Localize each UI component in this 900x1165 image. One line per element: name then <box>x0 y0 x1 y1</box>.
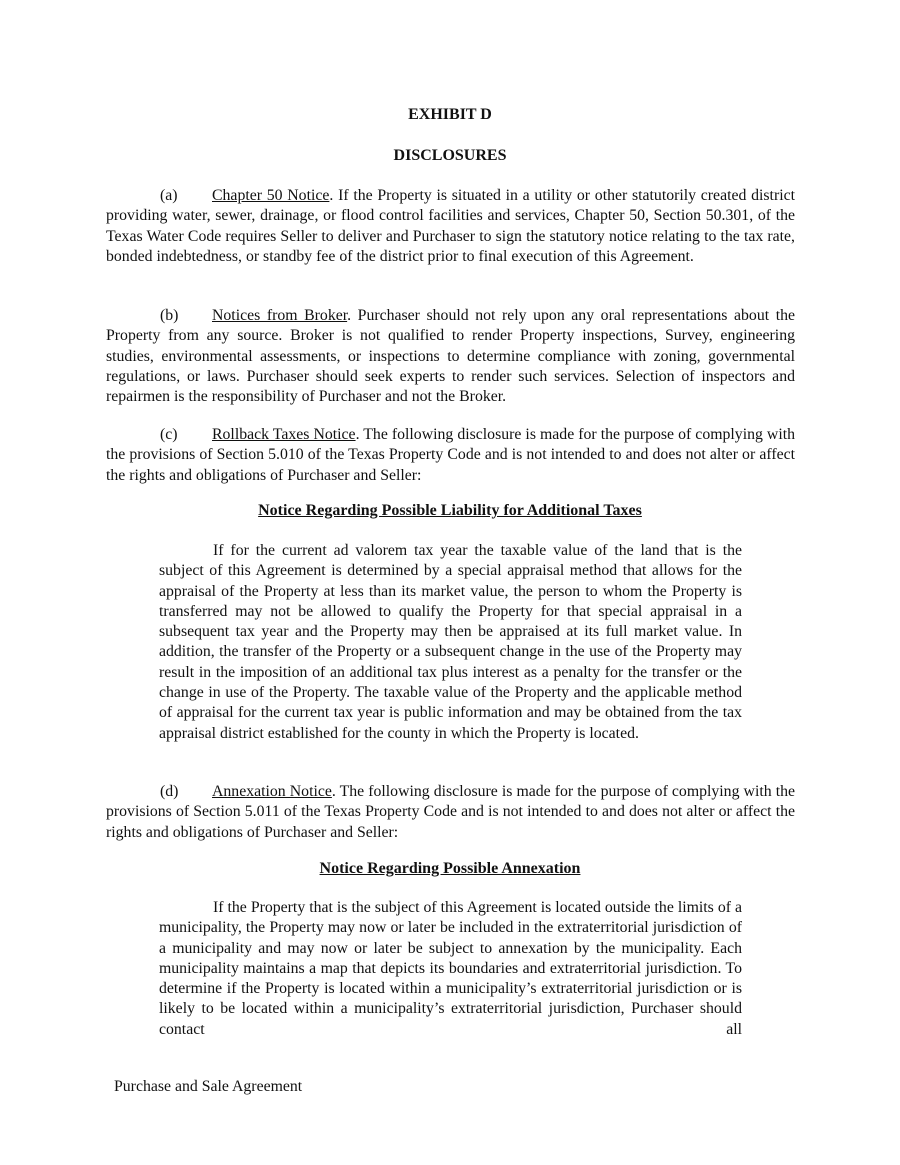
paragraph-d-label: (d) <box>160 783 179 800</box>
annexation-notice-heading: Notice Regarding Possible Annexation <box>319 860 581 877</box>
paragraph-a-label: (a) <box>160 187 178 204</box>
additional-taxes-notice-heading: Notice Regarding Possible Liability for Additional Taxes <box>258 502 642 519</box>
paragraph-c-text: . The following disclosure is made for the purpose of complying with the provisions of Section 5.010 of the Texas Property Code and is not intended to and does not alter or affect the rights and obligations of Purchaser and Seller: <box>106 426 796 484</box>
paragraph-a-heading: Chapter 50 Notice <box>212 187 330 204</box>
section-title: DISCLOSURES <box>393 147 507 164</box>
paragraph-d-text: . The following disclosure is made for the purpose of complying with the provisions of Section 5.011 of the Texas Property Code and is not intended to and does not alter or affect the rights and obligations of Purchaser and Seller: <box>106 783 795 841</box>
exhibit-title: EXHIBIT D <box>408 106 492 123</box>
paragraph-d-heading: Annexation Notice <box>212 783 332 800</box>
paragraph-c-heading: Rollback Taxes Notice <box>212 426 356 443</box>
paragraph-b <box>106 306 795 407</box>
paragraph-d <box>106 782 795 843</box>
page-footer: Purchase and Sale Agreement <box>114 1078 303 1095</box>
paragraph-b-text: . Purchaser should not rely upon any oral representations about the Property from any source. Broker is not qualified to render Property inspections, Survey, engineering studies, environmental assessments, or inspections to determine compliance with zoning, governmental regulations, or laws. Purchaser should seek experts to render such services. Selection of inspectors and repairmen is the responsibility of Purchaser and not the Broker. <box>106 307 795 406</box>
annexation-notice-text: If the Property that is the subject of this Agreement is located outside the limits of a municipality, the Property may now or later be included in the extraterritorial jurisdiction of a municipality and may now or later be subject to annexation by the municipality. Each municipality maintains a map that depicts its boundaries and extraterritorial jurisdiction. To determine if the Property is located within a municipality’s extraterritorial jurisdiction or is likely to be located within a municipality’s extraterritorial jurisdiction, Purchaser should contact all <box>159 899 742 1038</box>
paragraph-a <box>106 186 795 267</box>
paragraph-a-text: . If the Property is situated in a utility or other statutorily created district providing water, sewer, drainage, or flood control facilities and services, Chapter 50, Section 50.301, of the Texas Water Code requires Seller to deliver and Purchaser to sign the statutory notice relating to the tax rate, bonded indebtedness, or standby fee of the district prior to final execution of this Agreement. <box>106 187 795 265</box>
additional-taxes-notice-text: If for the current ad valorem tax year the taxable value of the land that is the subject of this Agreement is determined by a special appraisal method that allows for the appraisal of the Property at less than its market value, the person to whom the Property is transferred may not be allowed to qualify the Property for that special appraisal in a subsequent tax year and the Property may then be appraised at its full market value. In addition, the transfer of the Property or a subsequent change in the use of the Property may result in the imposition of an additional tax plus interest as a penalty for the transfer or the change in use of the Property. The taxable value of the Property and the applicable method of appraisal for the current tax year is public information and may be obtained from the tax appraisal district established for the county in which the Property is located. <box>159 542 742 742</box>
paragraph-c <box>106 425 795 486</box>
paragraph-b-heading: Notices from Broker <box>212 307 348 324</box>
paragraph-c-label: (c) <box>160 426 178 443</box>
paragraph-b-label: (b) <box>160 307 179 324</box>
